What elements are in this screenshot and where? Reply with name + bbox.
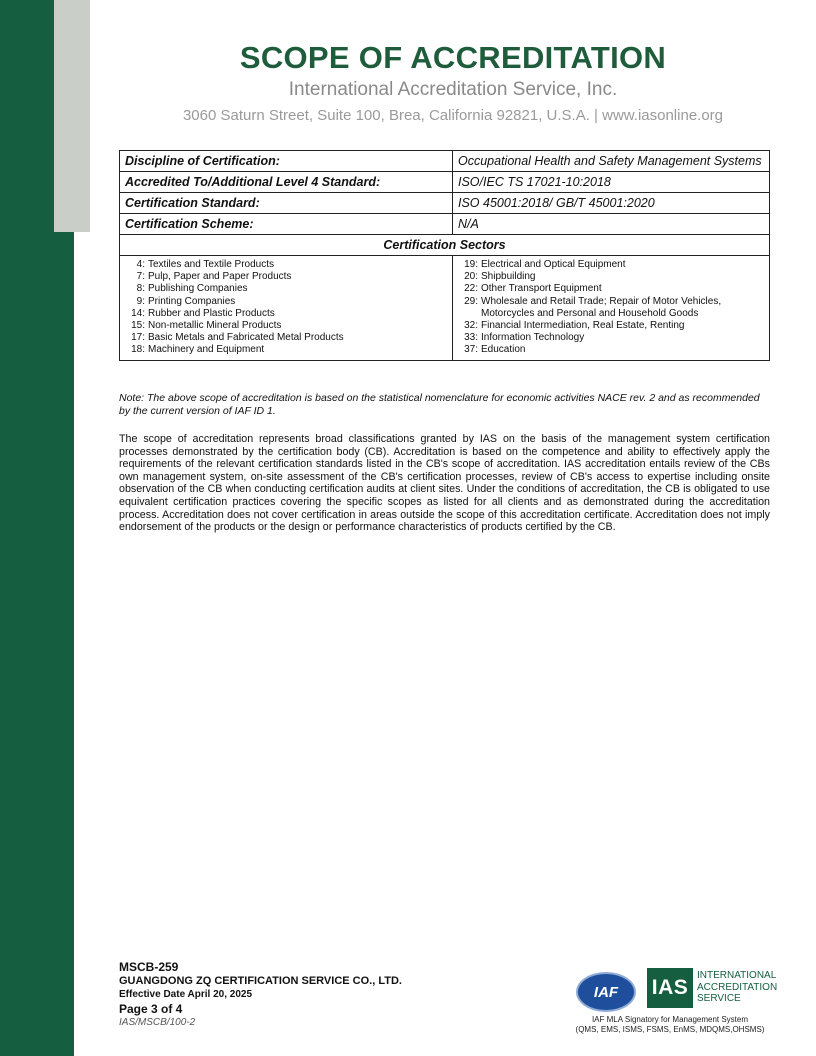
list-item xyxy=(458,271,764,283)
sectors-title: Certification Sectors xyxy=(120,235,770,256)
ias-logo-text: IAS xyxy=(651,976,689,999)
sector-name: Motorcycles and Personal and Household Goods xyxy=(481,307,699,319)
sector-name: Education xyxy=(481,344,526,356)
list-item xyxy=(125,283,447,295)
sector-number: 14: xyxy=(131,307,145,319)
list-item xyxy=(458,344,764,356)
sector-name: Non-metallic Mineral Products xyxy=(148,320,282,332)
certification-standard-value: ISO 45001:2018/ GB/T 45001:2020 xyxy=(453,193,770,214)
sector-number: 37: xyxy=(464,344,478,356)
sectors-left-column xyxy=(120,256,453,361)
table-row xyxy=(120,214,770,235)
sector-number: 22: xyxy=(464,283,478,295)
sector-number: 15: xyxy=(131,320,145,332)
sector-name: Electrical and Optical Equipment xyxy=(481,259,626,270)
iaf-logo xyxy=(576,972,636,1012)
footer-block xyxy=(119,960,402,1030)
sector-name: Other Transport Equipment xyxy=(481,283,602,295)
sector-number: 8: xyxy=(136,283,145,295)
sector-name: Information Technology xyxy=(481,332,585,344)
discipline-label: Discipline of Certification: xyxy=(120,151,453,172)
sector-number: 20: xyxy=(464,271,478,283)
list-item xyxy=(125,259,447,271)
sector-number: 17: xyxy=(131,332,145,344)
page-title: SCOPE OF ACCREDITATION xyxy=(239,40,667,75)
sector-name: Wholesale and Retail Trade; Repair of Motor Vehicles, xyxy=(481,295,722,307)
sector-name: Basic Metals and Fabricated Metal Products xyxy=(148,332,344,344)
ias-wordmark-line: SERVICE xyxy=(697,993,741,1004)
list-item xyxy=(125,296,447,308)
list-item xyxy=(125,320,447,332)
mla-line: IAF MLA Signatory for Management System xyxy=(591,1015,749,1024)
sector-name: Textiles and Textile Products xyxy=(148,259,274,270)
effective-date: Effective Date April 20, 2025 xyxy=(119,989,253,1000)
sector-name: Pulp, Paper and Paper Products xyxy=(148,271,292,283)
sector-name: Printing Companies xyxy=(148,295,236,307)
scope-description: The scope of accreditation represents broad classifications granted by IAS on the basis of the management system certification processes demonstrated by the certification body (CB). Accreditation is based on the competence and ability to effectively apply the requirements of the relevant certification standards listed in the CB's scope of accreditation. IAS accreditation entails review of the CBs own management system, on-site assessment of the CB's certification processes, review of CB's access to expertise including onsite observation of the CB when conducting certification audits at client sites. Under the conditions of accreditation, the CB is obligated to use equivalent certification practices covering the specific scopes as listed for all clients and as demonstrated during the accreditation process. Accreditation does not cover certification in areas outside the scope of this accreditation certificate. Accreditation does not imply endorsement of the products or the design or performance characteristics of products certified by the CB. xyxy=(119,433,770,534)
mla-line: (QMS, EMS, ISMS, FSMS, EnMS, MDQMS,OHSMS) xyxy=(575,1025,765,1034)
sector-number: 4: xyxy=(136,259,145,270)
list-item xyxy=(125,344,447,356)
sector-name: Publishing Companies xyxy=(148,283,248,295)
list-item xyxy=(458,296,764,308)
iaf-logo-text: IAF xyxy=(593,983,619,1001)
page-number: Page 3 of 4 xyxy=(119,1002,183,1016)
sector-number: 7: xyxy=(136,271,145,283)
table-row xyxy=(120,172,770,193)
sector-number: 32: xyxy=(464,320,478,332)
ias-logo-wordmark xyxy=(697,970,777,1005)
company-name: GUANGDONG ZQ CERTIFICATION SERVICE CO., LTD. xyxy=(119,975,402,987)
table-row xyxy=(120,235,770,256)
list-item xyxy=(458,259,764,271)
sectors-right-column xyxy=(453,256,770,361)
list-item xyxy=(458,308,764,320)
list-item xyxy=(458,320,764,332)
sector-name: Shipbuilding xyxy=(481,271,536,283)
side-band-gray xyxy=(54,0,90,232)
ias-wordmark-line: INTERNATIONAL xyxy=(697,970,777,981)
form-code: IAS/MSCB/100-2 xyxy=(119,1017,196,1028)
table-row xyxy=(120,193,770,214)
discipline-value: Occupational Health and Safety Management Systems xyxy=(453,151,770,172)
accredited-to-value: ISO/IEC TS 17021-10:2018 xyxy=(453,172,770,193)
sector-number: 19: xyxy=(464,259,478,270)
sector-number: 33: xyxy=(464,332,478,344)
table-row xyxy=(120,256,770,361)
certification-scheme-value: N/A xyxy=(453,214,770,235)
sector-name: Machinery and Equipment xyxy=(148,344,265,356)
ias-wordmark-line: ACCREDITATION xyxy=(697,981,778,993)
certificate-code: MSCB-259 xyxy=(119,960,179,974)
table-row xyxy=(120,151,770,172)
list-item xyxy=(125,271,447,283)
ias-logo xyxy=(647,968,693,1008)
sector-name: Financial Intermediation, Real Estate, Renting xyxy=(481,320,685,332)
nace-note: Note: The above scope of accreditation is based on the statistical nomenclature for economic activities NACE rev. 2 and as recommended by the current version of IAF ID 1. xyxy=(119,392,760,417)
list-item xyxy=(125,308,447,320)
scope-table xyxy=(119,150,770,361)
organization-name: International Accreditation Service, Inc. xyxy=(288,79,618,100)
certification-scheme-label: Certification Scheme: xyxy=(120,214,453,235)
organization-address: 3060 Saturn Street, Suite 100, Brea, California 92821, U.S.A. | www.iasonline.org xyxy=(182,107,724,124)
sector-number: 29: xyxy=(464,295,478,307)
sector-number: 18: xyxy=(131,344,145,356)
list-item xyxy=(458,332,764,344)
list-item xyxy=(458,283,764,295)
list-item xyxy=(125,332,447,344)
certification-standard-label: Certification Standard: xyxy=(120,193,453,214)
sector-number: 9: xyxy=(136,295,145,307)
sector-number xyxy=(458,308,481,320)
accredited-to-label: Accredited To/Additional Level 4 Standard: xyxy=(120,172,453,193)
sector-name: Rubber and Plastic Products xyxy=(148,307,275,319)
mla-signatory-text xyxy=(558,1015,782,1035)
